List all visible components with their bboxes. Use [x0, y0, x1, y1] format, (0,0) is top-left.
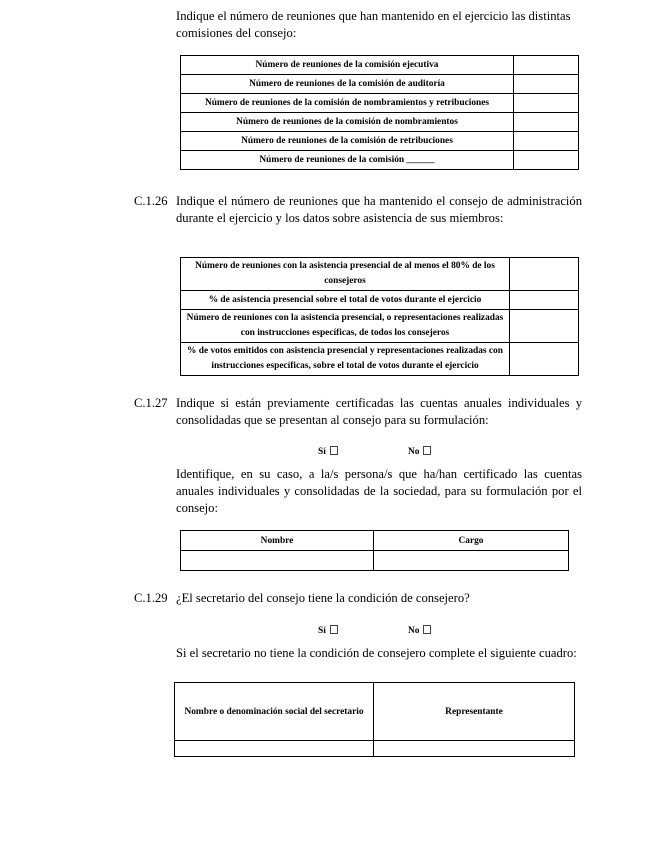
checkbox-icon[interactable] — [423, 625, 431, 634]
table-row — [181, 132, 579, 151]
row-label: Número de reuniones de la comisión de auditoría — [181, 75, 514, 94]
table-row — [181, 291, 579, 310]
table-row — [181, 75, 579, 94]
certifiers-table — [180, 530, 569, 571]
row-label: Número de reuniones de la comisión ejecutiva — [181, 56, 514, 75]
value-cell[interactable] — [514, 94, 579, 113]
secretary-question: ¿El secretario del consejo tiene la condición de consejero? — [176, 591, 470, 605]
no-option[interactable] — [408, 446, 431, 457]
table-row — [181, 94, 579, 113]
board-attendance-table — [180, 257, 579, 376]
value-cell[interactable] — [510, 291, 579, 310]
no-label: No — [408, 447, 420, 457]
row-label: Número de reuniones de la comisión de nombramientos y retribuciones — [181, 94, 514, 113]
row-label: Número de reuniones con la asistencia presencial, o representaciones realizadas con instrucciones específicas, de todos los consejeros — [181, 310, 510, 343]
table-row — [181, 343, 579, 376]
row-label: Número de reuniones de la comisión de retribuciones — [181, 132, 514, 151]
nombre-cell[interactable] — [181, 551, 374, 571]
secretary-name-cell[interactable] — [175, 741, 374, 757]
no-label: No — [408, 626, 420, 636]
table-header-row — [181, 531, 569, 551]
commissions-intro: Indique el número de reuniones que han mantenido en el ejercicio las distintas comisiones del consejo: — [176, 9, 571, 40]
identify-text: Identifique, en su caso, a la/s persona/s que ha/han certificado las cuentas anuales individuales y consolidadas de la sociedad, para su formulación por el consejo: — [176, 467, 582, 515]
yes-option[interactable] — [318, 625, 338, 636]
value-cell[interactable] — [510, 258, 579, 291]
no-option[interactable] — [408, 625, 431, 636]
value-cell[interactable] — [510, 343, 579, 376]
yes-label: Sí — [318, 626, 326, 636]
table-row — [181, 258, 579, 291]
value-cell[interactable] — [514, 75, 579, 94]
checkbox-icon[interactable] — [330, 446, 338, 455]
row-label: Número de reuniones de la comisión ______ — [181, 151, 514, 170]
value-cell[interactable] — [514, 113, 579, 132]
column-header-nombre: Nombre — [181, 531, 374, 551]
value-cell[interactable] — [510, 310, 579, 343]
section-label-c126: C.1.26 — [134, 194, 168, 208]
table-row — [181, 310, 579, 343]
certified-accounts-text: Indique si están previamente certificadas las cuentas anuales individuales y consolidadas que se presentan al consejo para su formulación: — [176, 396, 582, 427]
table-header-row — [175, 683, 575, 741]
value-cell[interactable] — [514, 151, 579, 170]
commission-meetings-table — [180, 55, 579, 170]
section-label-c127: C.1.27 — [134, 396, 168, 410]
yes-label: Sí — [318, 447, 326, 457]
value-cell[interactable] — [514, 132, 579, 151]
column-header-secretary-name: Nombre o denominación social del secretario — [175, 683, 374, 741]
table-row — [181, 551, 569, 571]
section-label-c129: C.1.29 — [134, 591, 168, 605]
row-label: Número de reuniones con la asistencia presencial de al menos el 80% de los consejeros — [181, 258, 510, 291]
column-header-cargo: Cargo — [374, 531, 569, 551]
representante-cell[interactable] — [374, 741, 575, 757]
row-label: % de asistencia presencial sobre el total de votos durante el ejercicio — [181, 291, 510, 310]
table-row — [181, 151, 579, 170]
value-cell[interactable] — [514, 56, 579, 75]
table-row — [175, 741, 575, 757]
table-row — [181, 56, 579, 75]
secretary-note: Si el secretario no tiene la condición de consejero complete el siguiente cuadro: — [176, 646, 577, 660]
board-meetings-text: Indique el número de reuniones que ha mantenido el consejo de administración durante el ejercicio y los datos sobre asistencia de sus miembros: — [176, 194, 582, 225]
checkbox-icon[interactable] — [423, 446, 431, 455]
yes-option[interactable] — [318, 446, 338, 457]
table-row — [181, 113, 579, 132]
column-header-representante: Representante — [374, 683, 575, 741]
cargo-cell[interactable] — [374, 551, 569, 571]
row-label: Número de reuniones de la comisión de nombramientos — [181, 113, 514, 132]
row-label: % de votos emitidos con asistencia presencial y representaciones realizadas con instrucciones específicas, sobre el total de votos durante el ejercicio — [181, 343, 510, 376]
secretary-table — [174, 682, 575, 757]
checkbox-icon[interactable] — [330, 625, 338, 634]
